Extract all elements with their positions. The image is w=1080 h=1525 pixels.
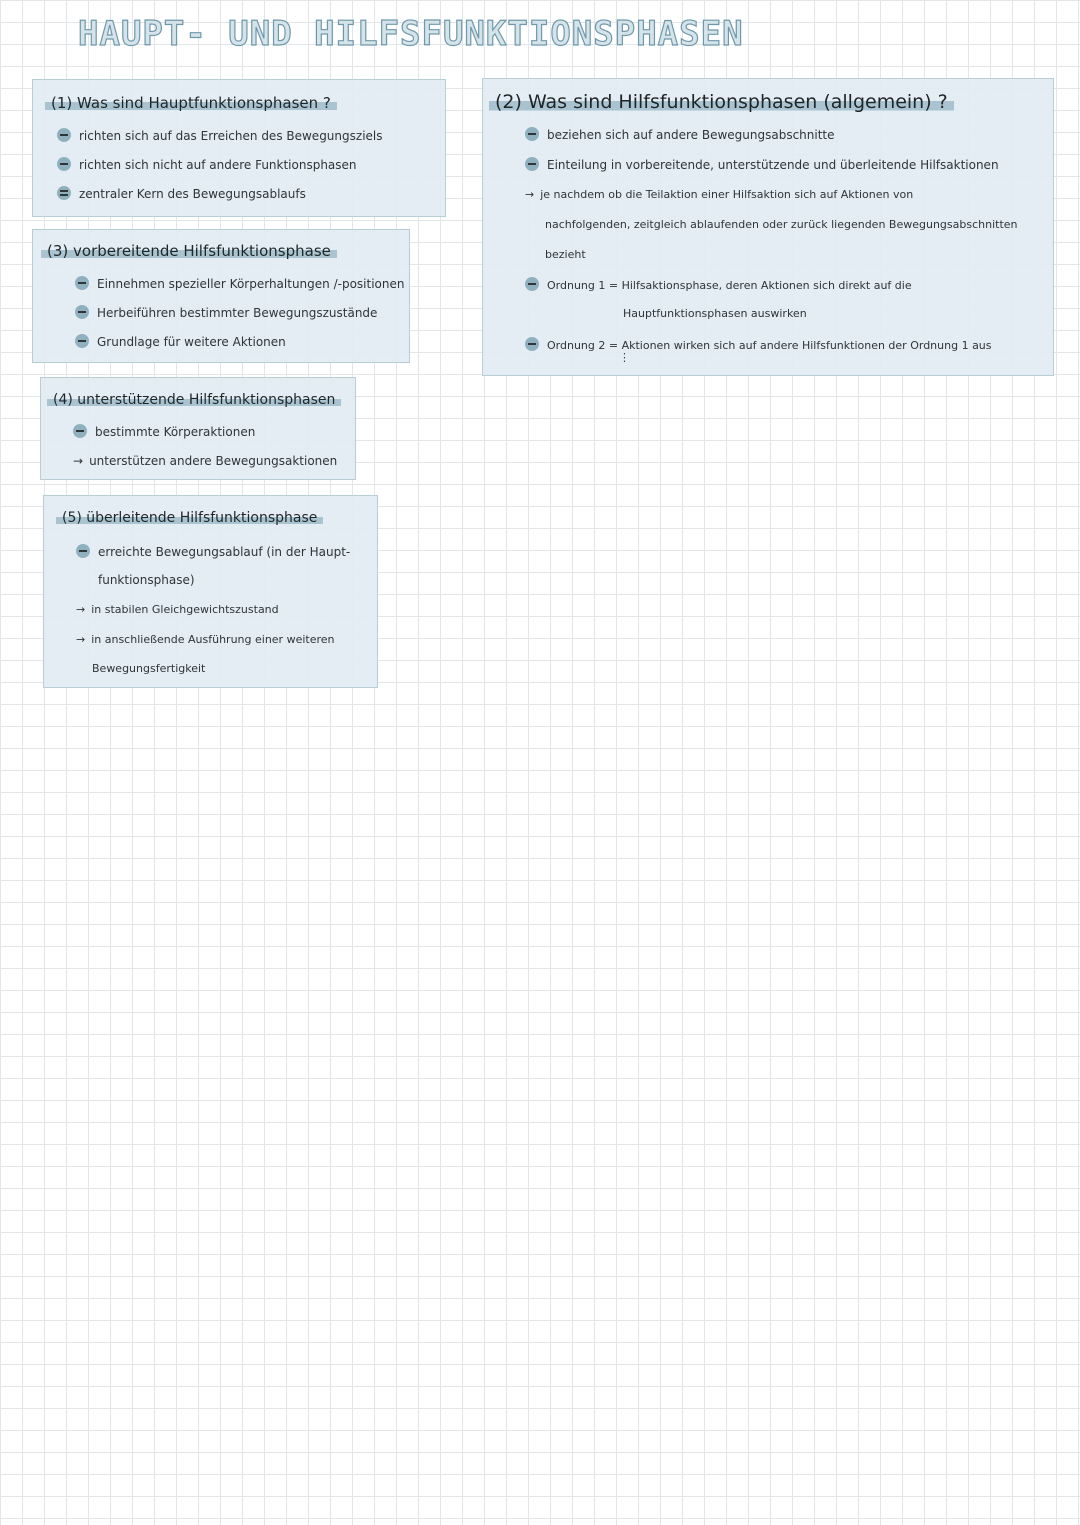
list-item <box>98 573 195 587</box>
box2-line-7: Hauptfunktionsphasen auswirken <box>623 307 807 320</box>
box2-line-8: Ordnung 2 = Aktionen wirken sich auf andere Hilfsfunktionen der Ordnung 1 aus <box>547 339 992 352</box>
box3-heading: (3) vorbereitende Hilfsfunktionsphase <box>41 242 337 260</box>
list-item <box>619 351 630 364</box>
dash-bullet-icon <box>76 544 90 558</box>
dash-bullet-icon <box>57 128 71 142</box>
arrow-right-icon: → <box>76 603 86 616</box>
list-item <box>57 128 383 143</box>
list-item <box>76 603 279 616</box>
dash-bullet-icon <box>75 305 89 319</box>
box4-heading: (4) unterstützende Hilfsfunktionsphasen <box>47 392 341 408</box>
list-item <box>545 248 586 261</box>
box-hilfsfunktionsphasen <box>482 78 1054 376</box>
box-vorbereitende <box>32 229 410 363</box>
dash-bullet-icon <box>57 157 71 171</box>
list-item <box>76 544 350 559</box>
list-item <box>76 633 335 646</box>
box-hauptfunktionsphasen <box>32 79 446 217</box>
dash-bullet-icon <box>525 127 539 141</box>
box3-item-3: Grundlage für weitere Aktionen <box>97 335 286 349</box>
box2-line-5: bezieht <box>545 248 586 261</box>
list-item <box>525 127 835 142</box>
box4-line-1: bestimmte Körperaktionen <box>95 425 256 439</box>
box-unterstuetzende <box>40 377 356 480</box>
box1-item-2: richten sich nicht auf andere Funktionsphasen <box>79 158 357 172</box>
box2-heading: (2) Was sind Hilfsfunktionsphasen (allgemein) ? <box>489 91 954 113</box>
box5-line-1: erreichte Bewegungsablauf (in der Haupt- <box>98 545 351 559</box>
dash-bullet-icon <box>73 424 87 438</box>
box-ueberleitende <box>43 495 378 688</box>
dash-bullet-icon <box>75 276 89 290</box>
box3-item-1: Einnehmen spezieller Körperhaltungen /-positionen <box>97 277 405 291</box>
list-item <box>525 277 912 292</box>
dash-bullet-icon <box>525 157 539 171</box>
list-item <box>545 218 1018 231</box>
box5-line-5: Bewegungsfertigkeit <box>92 662 206 675</box>
box5-line-2: funktionsphase) <box>98 573 195 587</box>
list-item <box>73 454 337 468</box>
box1-heading: (1) Was sind Hauptfunktionsphasen ? <box>45 94 337 112</box>
box5-line-4: in anschließende Ausführung einer weiteren <box>91 633 335 646</box>
list-item <box>525 337 992 352</box>
list-item <box>525 157 999 172</box>
box1-item-1: richten sich auf das Erreichen des Bewegungsziels <box>79 129 383 143</box>
list-item <box>57 186 306 201</box>
list-item <box>525 188 913 201</box>
box2-line-3: je nachdem ob die Teilaktion einer Hilfsaktion sich auf Aktionen von <box>540 188 914 201</box>
list-item <box>75 276 404 291</box>
box5-line-3: in stabilen Gleichgewichtszustand <box>91 603 279 616</box>
list-item <box>75 305 377 320</box>
box2-line-6: Ordnung 1 = Hilfsaktionsphase, deren Aktionen sich direkt auf die <box>547 279 912 292</box>
page-title: HAUPT- UND HILFSFUNKTIONSPHASEN <box>78 14 744 54</box>
box1-item-3: zentraler Kern des Bewegungsablaufs <box>79 187 306 201</box>
box2-line-4: nachfolgenden, zeitgleich ablaufenden oder zurück liegenden Bewegungsabschnitten <box>545 218 1018 231</box>
equals-bullet-icon <box>57 186 71 200</box>
list-item <box>92 662 205 675</box>
arrow-right-icon: → <box>76 633 86 646</box>
box3-item-2: Herbeiführen bestimmter Bewegungszustände <box>97 306 378 320</box>
list-item <box>57 157 357 172</box>
box2-line-1: beziehen sich auf andere Bewegungsabschnitte <box>547 128 835 142</box>
box4-line-2: unterstützen andere Bewegungsaktionen <box>89 454 338 468</box>
box5-heading: (5) überleitende Hilfsfunktionsphase <box>56 510 323 526</box>
box2-line-2: Einteilung in vorbereitende, unterstützende und überleitende Hilfsaktionen <box>547 158 999 172</box>
dash-bullet-icon <box>75 334 89 348</box>
box2-line-9: ⋮ <box>619 351 630 364</box>
list-item <box>73 424 255 439</box>
arrow-right-icon: → <box>73 454 84 468</box>
dash-bullet-icon <box>525 277 539 291</box>
list-item <box>623 307 807 320</box>
arrow-right-icon: → <box>525 188 535 201</box>
dash-bullet-icon <box>525 337 539 351</box>
list-item <box>75 334 286 349</box>
